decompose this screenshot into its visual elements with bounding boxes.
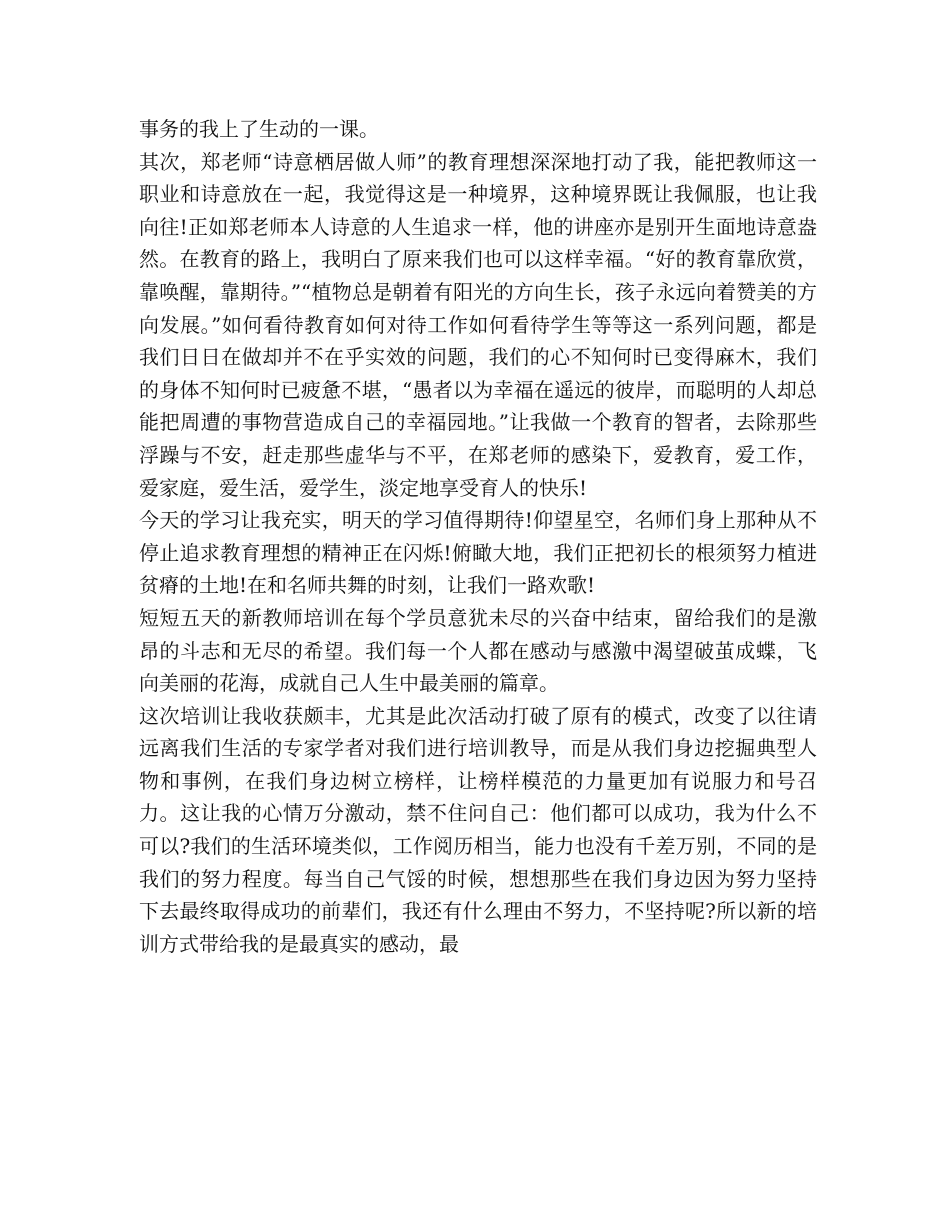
- paragraph-2: 其次，郑老师“诗意栖居做人师”的教育理想深深地打动了我，能把教师这一职业和诗意放在一起，我觉得这是一种境界，这种境界既让我佩服，也让我向往!正如郑老师本人诗意的人生追求一样，他的讲座亦是别开生面地诗意盎然。在教育的路上，我明白了原来我们也可以这样幸福。“好的教育靠欣赏，靠唤醒，靠期待。”“植物总是朝着有阳光的方向生长，孩子永远向着赞美的方向发展。”如何看待教育如何对待工作如何看待学生等等这一系列问题，都是我们日日在做却并不在乎实效的问题，我们的心不知何时已变得麻木，我们的身体不知何时已疲惫不堪，“愚者以为幸福在遥远的彼岸，而聪明的人却总能把周遭的事物营造成自己的幸福园地。”让我做一个教育的智者，去除那些浮躁与不安，赶走那些虚华与不平，在郑老师的感染下，爱教育，爱工作，爱家庭，爱生活，爱学生，淡定地享受育人的快乐!: [139, 149, 817, 500]
- document-body: [139, 113, 817, 960]
- paragraph-3: 今天的学习让我充实，明天的学习值得期待!仰望星空，名师们身上那种从不停止追求教育理想的精神正在闪烁!俯瞰大地，我们正把初长的根须努力植进贫瘠的土地!在和名师共舞的时刻，让我们一路欢歌!: [139, 508, 817, 598]
- paragraph-5: 这次培训让我收获颇丰，尤其是此次活动打破了原有的模式，改变了以往请远离我们生活的专家学者对我们进行培训教导，而是从我们身边挖掘典型人物和事例，在我们身边树立榜样，让榜样模范的力量更加有说服力和号召力。这让我的心情万分激动，禁不住问自己：他们都可以成功，我为什么不可以?我们的生活环境类似，工作阅历相当，能力也没有千差万别，不同的是我们的努力程度。每当自己气馁的时候，想想那些在我们身边因为努力坚持下去最终取得成功的前辈们，我还有什么理由不努力，不坚持呢?所以新的培训方式带给我的是最真实的感动，最: [139, 703, 817, 956]
- paragraph-4: 短短五天的新教师培训在每个学员意犹未尽的兴奋中结束，留给我们的是激昂的斗志和无尽的希望。我们每一个人都在感动与感激中渴望破茧成蝶，飞向美丽的花海，成就自己人生中最美丽的篇章。: [139, 605, 817, 696]
- paragraph-1: 事务的我上了生动的一课。: [139, 117, 379, 141]
